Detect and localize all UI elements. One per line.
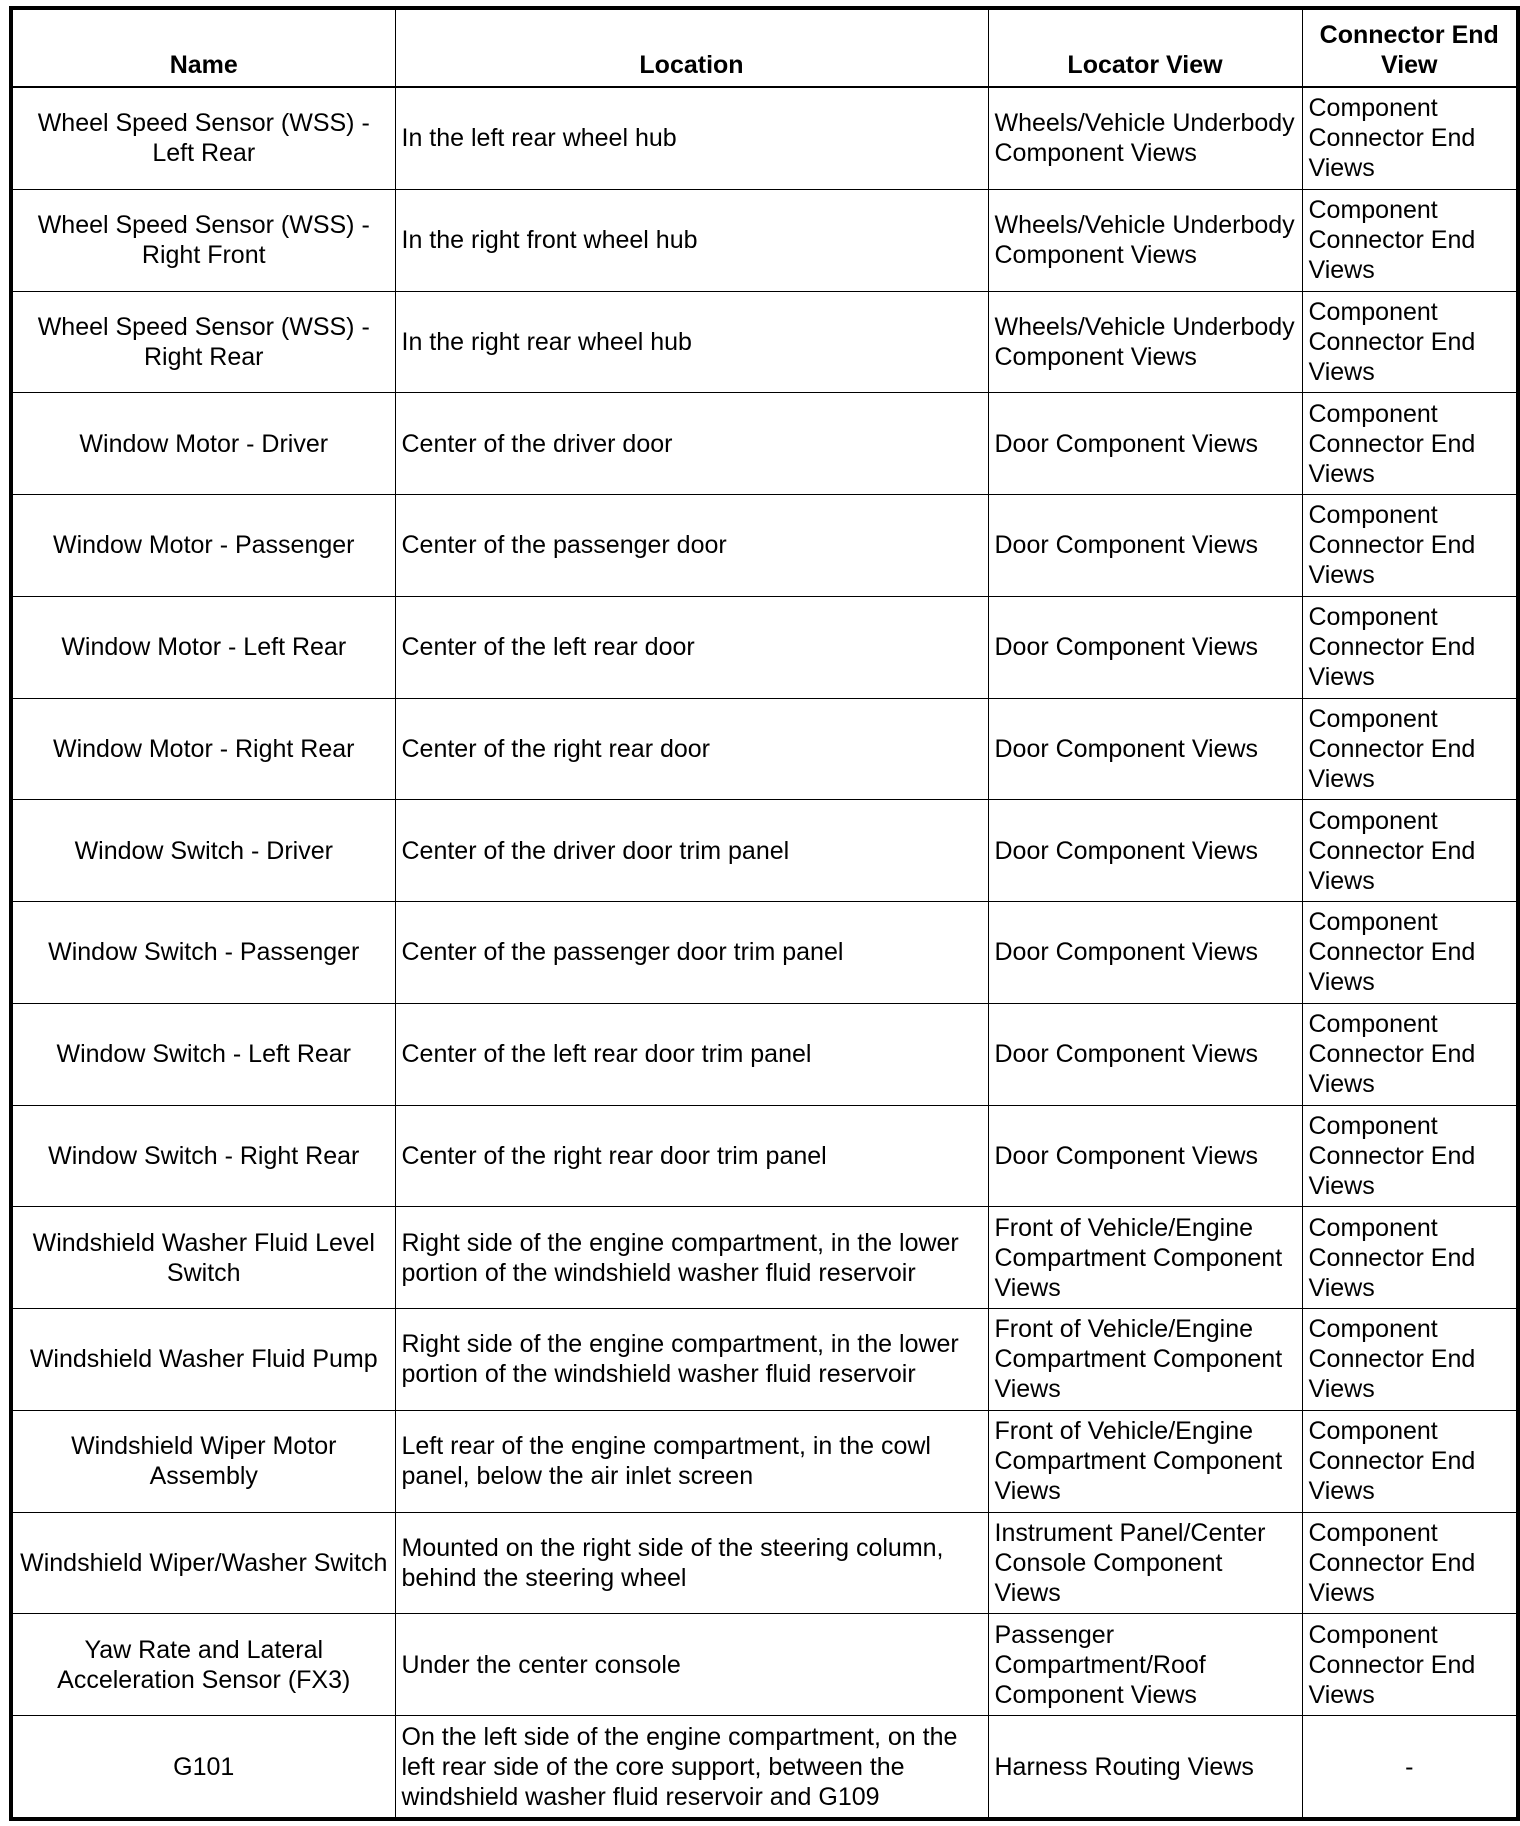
cell-connector-end-view: Component Connector End Views xyxy=(1302,1003,1518,1105)
cell-locator-view: Front of Vehicle/Engine Compartment Component Views xyxy=(988,1410,1302,1512)
table-row xyxy=(11,189,1518,291)
table-row xyxy=(11,1003,1518,1105)
cell-locator-view: Wheels/Vehicle Underbody Component Views xyxy=(988,189,1302,291)
cell-locator-view: Front of Vehicle/Engine Compartment Component Views xyxy=(988,1207,1302,1309)
table-row xyxy=(11,495,1518,597)
cell-location: Mounted on the right side of the steering column, behind the steering wheel xyxy=(395,1512,988,1614)
cell-locator-view: Harness Routing Views xyxy=(988,1716,1302,1819)
cell-connector-end-view: - xyxy=(1302,1716,1518,1819)
cell-location: Center of the driver door xyxy=(395,393,988,495)
cell-connector-end-view: Component Connector End Views xyxy=(1302,800,1518,902)
table-row xyxy=(11,698,1518,800)
cell-name: G101 xyxy=(11,1716,395,1819)
cell-location: In the right front wheel hub xyxy=(395,189,988,291)
table-row xyxy=(11,393,1518,495)
cell-location: On the left side of the engine compartment, on the left rear side of the core support, between the windshield washer fluid reservoir and G109 xyxy=(395,1716,988,1819)
cell-locator-view: Wheels/Vehicle Underbody Component Views xyxy=(988,87,1302,189)
table-row xyxy=(11,1512,1518,1614)
cell-location: Center of the passenger door xyxy=(395,495,988,597)
table-row xyxy=(11,291,1518,393)
cell-locator-view: Instrument Panel/Center Console Component Views xyxy=(988,1512,1302,1614)
cell-locator-view: Door Component Views xyxy=(988,495,1302,597)
cell-location: In the right rear wheel hub xyxy=(395,291,988,393)
cell-location: Right side of the engine compartment, in the lower portion of the windshield washer fluid reservoir xyxy=(395,1309,988,1411)
cell-name: Window Motor - Driver xyxy=(11,393,395,495)
cell-name: Window Switch - Passenger xyxy=(11,902,395,1004)
table-row xyxy=(11,1309,1518,1411)
cell-locator-view: Door Component Views xyxy=(988,902,1302,1004)
table-row xyxy=(11,800,1518,902)
cell-locator-view: Front of Vehicle/Engine Compartment Component Views xyxy=(988,1309,1302,1411)
header-row xyxy=(11,8,1518,87)
table-row xyxy=(11,1207,1518,1309)
cell-name: Windshield Wiper Motor Assembly xyxy=(11,1410,395,1512)
cell-connector-end-view: Component Connector End Views xyxy=(1302,189,1518,291)
cell-location: Center of the driver door trim panel xyxy=(395,800,988,902)
table-row xyxy=(11,87,1518,189)
cell-name: Windshield Washer Fluid Level Switch xyxy=(11,1207,395,1309)
cell-connector-end-view: Component Connector End Views xyxy=(1302,291,1518,393)
cell-name: Yaw Rate and Lateral Acceleration Sensor (FX3) xyxy=(11,1614,395,1716)
cell-name: Windshield Wiper/Washer Switch xyxy=(11,1512,395,1614)
cell-location: In the left rear wheel hub xyxy=(395,87,988,189)
cell-locator-view: Door Component Views xyxy=(988,1105,1302,1207)
cell-location: Center of the right rear door xyxy=(395,698,988,800)
table-row xyxy=(11,1614,1518,1716)
cell-name: Window Switch - Left Rear xyxy=(11,1003,395,1105)
cell-connector-end-view: Component Connector End Views xyxy=(1302,1309,1518,1411)
cell-connector-end-view: Component Connector End Views xyxy=(1302,1410,1518,1512)
header-connector-end-view: Connector End View xyxy=(1302,8,1518,87)
cell-location: Center of the left rear door trim panel xyxy=(395,1003,988,1105)
cell-location: Center of the passenger door trim panel xyxy=(395,902,988,1004)
table-row xyxy=(11,596,1518,698)
cell-name: Wheel Speed Sensor (WSS) - Right Front xyxy=(11,189,395,291)
cell-connector-end-view: Component Connector End Views xyxy=(1302,1512,1518,1614)
cell-locator-view: Wheels/Vehicle Underbody Component Views xyxy=(988,291,1302,393)
cell-locator-view: Door Component Views xyxy=(988,698,1302,800)
header-name: Name xyxy=(11,8,395,87)
cell-name: Wheel Speed Sensor (WSS) - Left Rear xyxy=(11,87,395,189)
table-row xyxy=(11,902,1518,1004)
cell-connector-end-view: Component Connector End Views xyxy=(1302,393,1518,495)
cell-location: Center of the right rear door trim panel xyxy=(395,1105,988,1207)
cell-location: Center of the left rear door xyxy=(395,596,988,698)
cell-name: Window Switch - Driver xyxy=(11,800,395,902)
cell-name: Window Motor - Passenger xyxy=(11,495,395,597)
component-locator-table xyxy=(9,6,1520,1821)
header-location: Location xyxy=(395,8,988,87)
cell-name: Window Switch - Right Rear xyxy=(11,1105,395,1207)
table-row xyxy=(11,1410,1518,1512)
cell-connector-end-view: Component Connector End Views xyxy=(1302,698,1518,800)
cell-name: Window Motor - Left Rear xyxy=(11,596,395,698)
cell-connector-end-view: Component Connector End Views xyxy=(1302,495,1518,597)
header-locator-view: Locator View xyxy=(988,8,1302,87)
cell-location: Left rear of the engine compartment, in the cowl panel, below the air inlet screen xyxy=(395,1410,988,1512)
cell-locator-view: Door Component Views xyxy=(988,393,1302,495)
cell-connector-end-view: Component Connector End Views xyxy=(1302,1614,1518,1716)
cell-locator-view: Door Component Views xyxy=(988,1003,1302,1105)
cell-locator-view: Door Component Views xyxy=(988,596,1302,698)
cell-connector-end-view: Component Connector End Views xyxy=(1302,1105,1518,1207)
cell-locator-view: Door Component Views xyxy=(988,800,1302,902)
cell-connector-end-view: Component Connector End Views xyxy=(1302,902,1518,1004)
cell-location: Under the center console xyxy=(395,1614,988,1716)
cell-connector-end-view: Component Connector End Views xyxy=(1302,87,1518,189)
cell-location: Right side of the engine compartment, in the lower portion of the windshield washer fluid reservoir xyxy=(395,1207,988,1309)
cell-name: Wheel Speed Sensor (WSS) - Right Rear xyxy=(11,291,395,393)
table-row xyxy=(11,1716,1518,1819)
cell-connector-end-view: Component Connector End Views xyxy=(1302,1207,1518,1309)
cell-name: Windshield Washer Fluid Pump xyxy=(11,1309,395,1411)
table-row xyxy=(11,1105,1518,1207)
cell-name: Window Motor - Right Rear xyxy=(11,698,395,800)
cell-connector-end-view: Component Connector End Views xyxy=(1302,596,1518,698)
cell-locator-view: Passenger Compartment/Roof Component Views xyxy=(988,1614,1302,1716)
